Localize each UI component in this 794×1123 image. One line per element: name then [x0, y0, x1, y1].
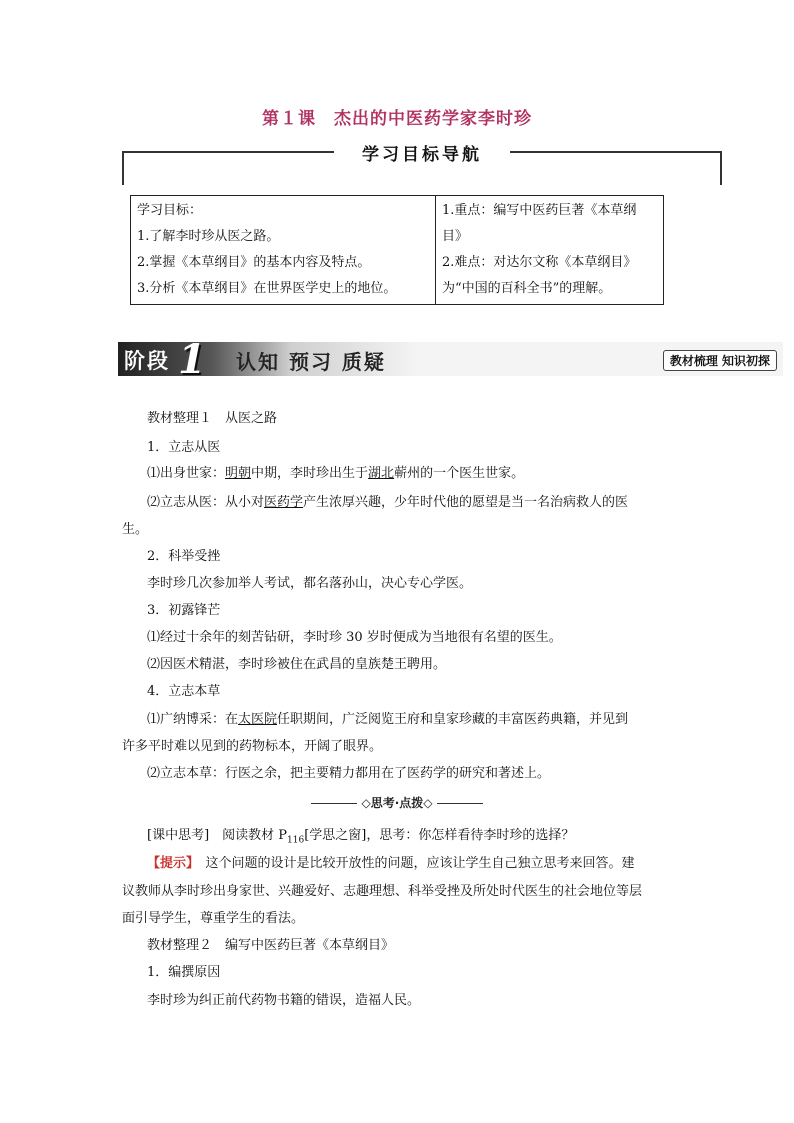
subheading: 1．编撰原因 [147, 965, 221, 980]
subheading: 1．立志从医 [147, 440, 221, 455]
goals-right-cell [436, 196, 664, 305]
goals-left-cell [131, 196, 436, 305]
subheading: 3．初露锋芒 [147, 603, 221, 618]
header-rule-left [122, 151, 334, 153]
paragraph: ⑴广纳博采：在太医院任职期间，广泛阅览王府和皇家珍藏的丰富医药典籍，并见到 [147, 712, 629, 727]
paragraph-continuation: 生。 [122, 522, 149, 537]
hint-line: 【提示】 这个问题的设计是比较开放性的问题，应该让学生自己独立思考来回答。建 [147, 856, 635, 871]
paragraph: ⑵立志从医：从小对医药学产生浓厚兴趣，少年时代他的愿望是当一名治病救人的医 [147, 495, 629, 510]
think-label: 思考·点拨 [370, 796, 424, 810]
subheading: 2．科举受挫 [147, 549, 221, 564]
stage-tag: 教材梳理 知识初探 [663, 350, 777, 371]
paragraph: ⑴出身世家：明朝中期，李时珍出生于湖北蕲州的一个医生世家。 [147, 466, 525, 481]
goal-line: 3.分析《本草纲目》在世界医学史上的地位。 [137, 281, 397, 296]
paragraph: ⑴经过十余年的刻苦钻研，李时珍 30 岁时便成为当地很有名望的医生。 [147, 630, 562, 645]
learning-goals-header [122, 146, 722, 188]
page-title: 第１课 杰出的中医药学家李时珍 [262, 109, 532, 129]
paragraph: ⑵因医术精湛，李时珍被住在武昌的皇族楚王聘用。 [147, 657, 447, 672]
stage-number: 1 [178, 336, 206, 383]
goal-line: 目》 [442, 229, 469, 244]
answer-blank: 湖北 [368, 466, 395, 481]
header-tick-left [122, 151, 124, 185]
header-rule-right [510, 151, 722, 153]
hint-line: 面引导学生，尊重学生的看法。 [122, 911, 305, 926]
goal-line: 2.难点：对达尔文称《本草纲目》 [442, 255, 637, 270]
question: [课中思考] 阅读教材 $P_{116}$[学思之窗]，思考：你怎样看待李时珍的选择？ [147, 828, 575, 846]
section-heading: 教材整理２ 编写中医药巨著《本草纲目》 [147, 938, 395, 953]
learning-goals-table [130, 195, 664, 305]
stage-word: 阶段 [124, 349, 170, 373]
paragraph: ⑵立志本草：行医之余，把主要精力都用在了医药学的研究和著述上。 [147, 766, 551, 781]
think-divider: ◇思考·点拨◇ [302, 794, 492, 811]
goal-line: 1.了解李时珍从医之路。 [137, 229, 280, 244]
stage-banner [118, 336, 783, 383]
paragraph: 李时珍几次参加举人考试，都名落孙山，决心专心学医。 [147, 576, 473, 591]
goal-line: 2.掌握《本草纲目》的基本内容及特点。 [137, 255, 371, 270]
subheading: 4．立志本草 [147, 684, 221, 699]
goal-line: 学习目标： [137, 203, 203, 218]
hint-line: 议教师从李时珍出身家世、兴趣爱好、志趣理想、科举受挫及所处时代医生的社会地位等层 [122, 884, 643, 899]
paragraph-continuation: 许多平时难以见到的药物标本，开阔了眼界。 [122, 739, 383, 754]
answer-blank: 太医院 [238, 712, 278, 727]
header-tick-right [720, 151, 722, 185]
answer-blank: 明朝 [225, 466, 252, 481]
hint-label: 【提示】 [147, 856, 193, 871]
goal-line: 1.重点：编写中医药巨著《本草纲 [442, 203, 637, 218]
answer-blank: 医药学 [264, 495, 304, 510]
goal-line: 为“中国的百科全书”的理解。 [442, 281, 612, 296]
learning-goals-label: 学习目标导航 [334, 140, 510, 165]
stage-title: 认知 预习 质疑 [236, 350, 386, 374]
paragraph: 李时珍为纠正前代药物书籍的错误，造福人民。 [147, 993, 421, 1008]
section-heading: 教材整理１ 从医之路 [147, 411, 278, 426]
